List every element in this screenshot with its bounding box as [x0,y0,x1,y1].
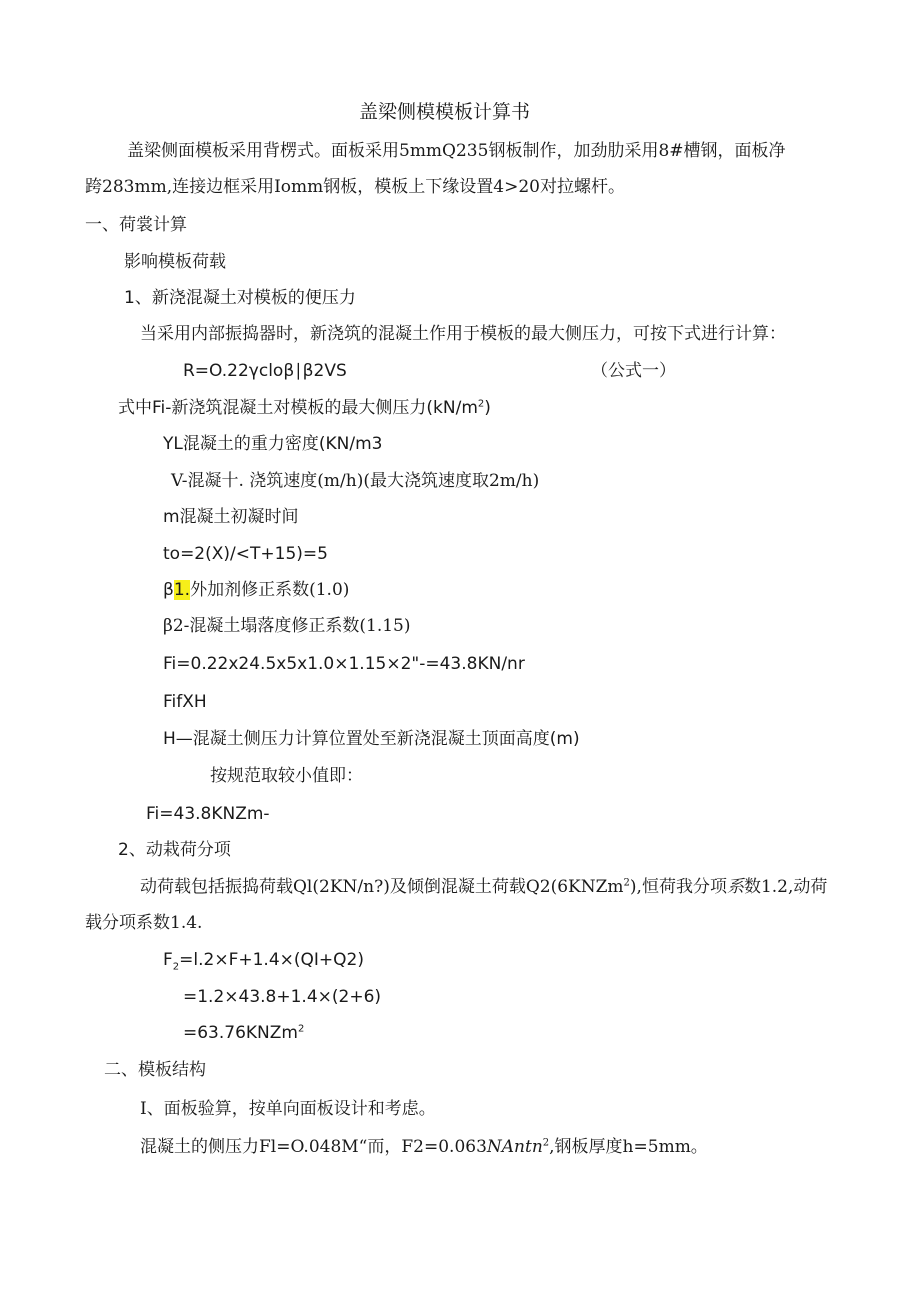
intro-line-2: 跨283mm,连接边框采用Iomm钢板，模板上下缘设置4>20对拉螺杆。 [85,177,625,197]
dynamic-load-text-1: 动荷载包括振捣荷载Ql(2KN/n?)及倾倒混凝土荷载Q2(6KNZm [140,877,624,897]
beta1-symbol: β [163,580,174,600]
f2-subscript: 2 [172,961,180,973]
formula-f2-step-2: =1.2×43.8+1.4×(2+6) [183,987,382,1007]
result-f1: Fi=43.8KNZm- [146,804,270,824]
definition-height: H—混凝土侧压力计算位置处至新浇混凝土顶面高度(m) [163,729,580,749]
f2-result-superscript: 2 [297,1023,305,1035]
paragraph-panel-check: I、面板验算，按单向面板设计和考虑。 [140,1099,436,1119]
dynamic-load-superscript: 2 [623,877,630,889]
where-tail: ) [484,398,491,418]
intro-line-1: 盖梁侧面模板采用背楞式。面板采用5mmQ235钢板制作，加劲肋采用8#槽钢，面板净 [127,141,786,161]
definition-beta1 [163,578,349,602]
f2-expression: =l.2×F+1.4×(QI+Q2) [179,950,364,970]
dynamic-load-italic: 系 [726,877,744,897]
subheading-load: 影响模板荷载 [124,252,226,272]
where-line [118,396,491,420]
document-title: 盖梁侧模模板计算书 [359,101,531,123]
definition-initial-set: m混凝土初凝时间 [163,507,299,527]
dynamic-load-text-2: ),恒荷我分项 [629,877,727,897]
paragraph-dynamic-load-1 [140,875,827,899]
item-heading-1: 1、新浇混凝土对模板的便压力 [124,288,356,308]
calculation-f1: Fi=0.22x24.5x5x1.0×1.15×2"-=43.8KN/nr [163,654,525,674]
lateral-pressure-italic: NAntn [486,1137,543,1157]
definition-beta2: β2-混凝土塌落度修正系数(1.15) [163,616,411,636]
section-heading-2: 二、模板结构 [104,1060,206,1080]
formula-f2 [163,948,364,972]
formula-1-tag: （公式一） [591,361,676,381]
paragraph-dynamic-load-2: 载分项系数1.4. [85,913,203,933]
item-heading-2: 2、动栽荷分项 [118,840,231,860]
formula-1: R=O.22γcloβ∣β2VS [183,361,347,381]
f2-result: =63.76KNZm [183,1023,298,1043]
dynamic-load-text-3: 数1.2,动荷 [743,877,828,897]
lateral-pressure-superscript: 2 [542,1137,550,1149]
lateral-pressure-text-1: 混凝土的侧压力Fl=O.048M“而，F2=0.063 [140,1137,487,1157]
paragraph-pressure-intro: 当采用内部振捣器时，新浇筑的混凝土作用于模板的最大侧压力，可按下式进行计算： [140,324,786,344]
beta1-highlight: 1. [173,580,191,600]
calculation-f1-h: FifXH [163,692,207,712]
paragraph-lateral-pressure [140,1135,708,1159]
section-heading-1: 一、荷裳计算 [85,215,187,235]
definition-gamma: YL混凝土的重力密度(KN/m3 [163,434,383,454]
beta1-text: 外加剂修正系数(1.0) [190,580,350,600]
definition-t0: to=2(X)/<T+15)=5 [163,544,328,564]
definition-velocity: V-混凝十. 浇筑速度(m∕h)(最大浇筑速度取2m∕h) [171,471,540,491]
note-minimum: 按规范取较小值即： [210,766,363,786]
where-text: 式中Fi-新浇筑混凝土对模板的最大侧压力(kN∕m [118,398,478,418]
f2-symbol: F [163,950,173,970]
formula-f2-step-3 [183,1021,304,1045]
lateral-pressure-text-2: ,钢板厚度h=5mm。 [549,1137,708,1157]
where-superscript: 2 [477,398,485,410]
